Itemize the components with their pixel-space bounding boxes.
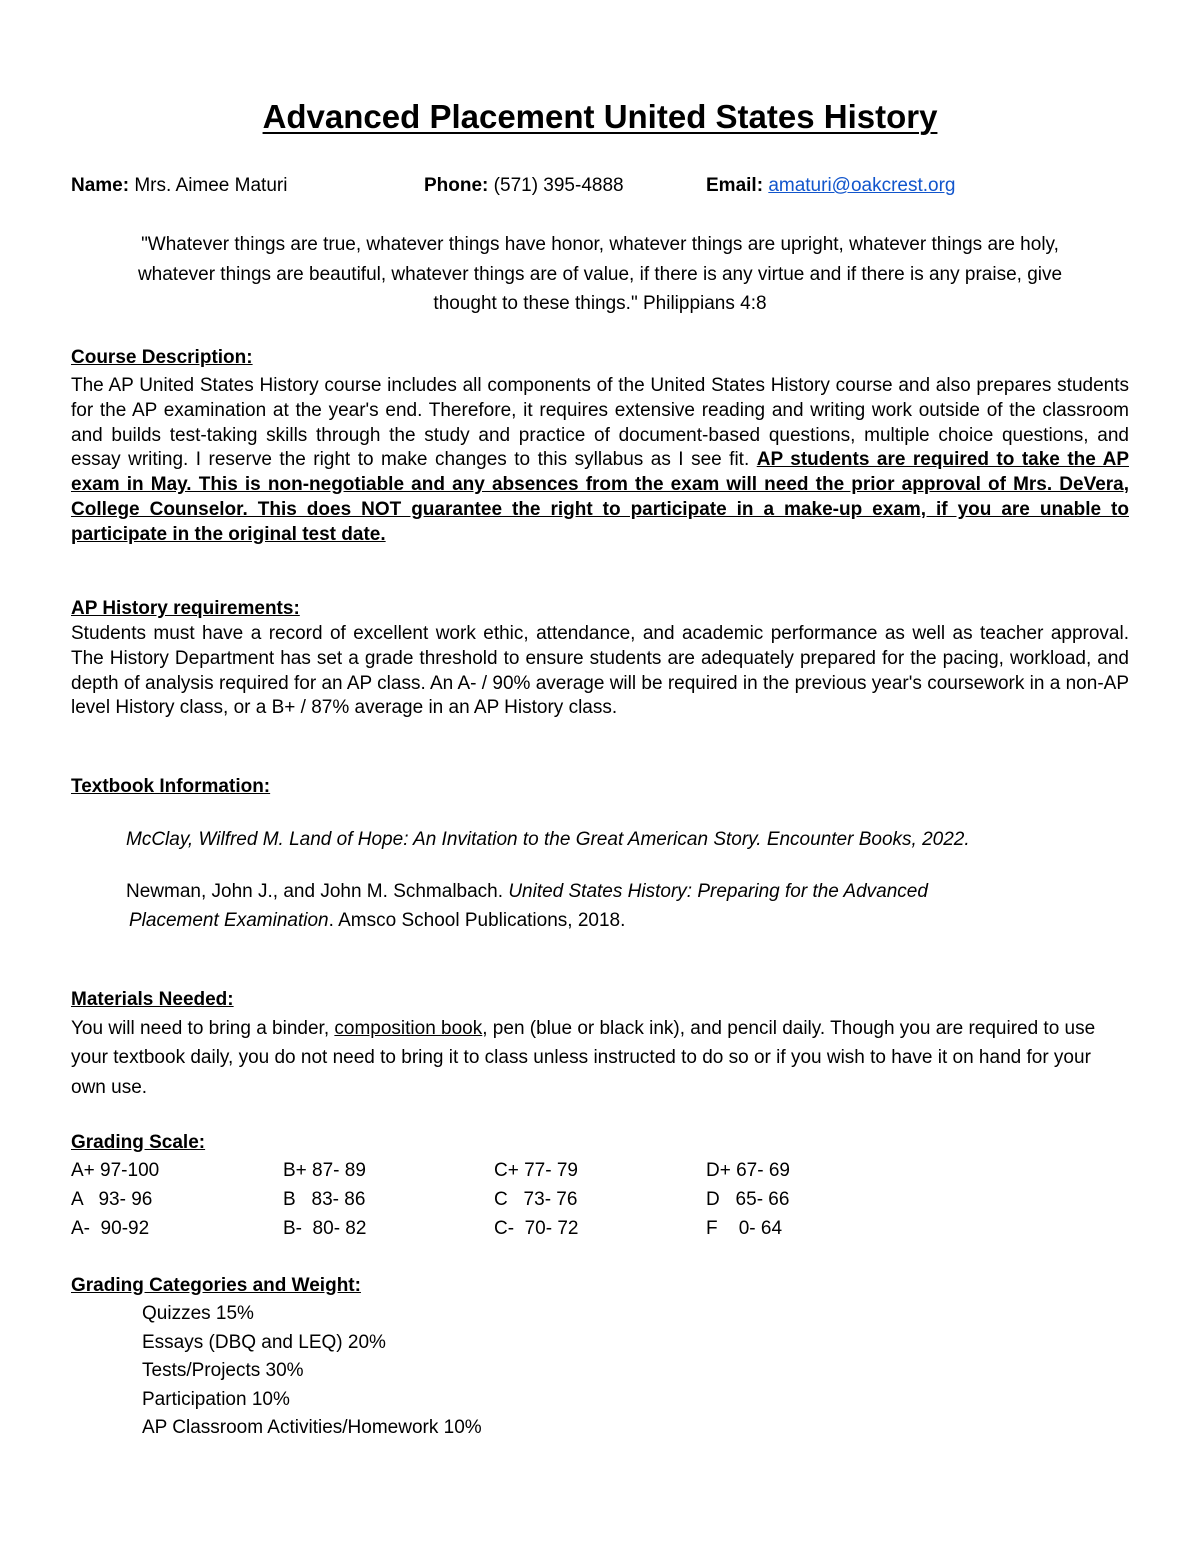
grade-d: D 65- 66 — [706, 1189, 790, 1210]
grade-a-plus: A+ 97-100 — [71, 1160, 160, 1181]
grade-b: B 83- 86 — [283, 1189, 366, 1210]
book2-publisher: . Amsco School Publications, 2018. — [328, 909, 626, 931]
contact-email — [706, 175, 956, 197]
textbook-heading: Textbook Information: — [71, 776, 271, 797]
category-item: Participation 10% — [142, 1389, 290, 1410]
contact-name — [71, 175, 287, 197]
book2-title-a: United States History: Preparing for the Advanced — [508, 881, 928, 902]
requirements-heading: AP History requirements: — [71, 598, 300, 619]
name-value: Mrs. Aimee Maturi — [129, 175, 288, 196]
grade-b-plus: B+ 87- 89 — [283, 1160, 366, 1181]
course-description-heading: Course Description: — [71, 347, 253, 368]
requirements-text: Students must have a record of excellent work ethic, attendance, and academic performance as well as teacher approval. The History Department has set a grade threshold to ensure students are adequately prepared for the pacing, workload, and depth of analysis required for an AP class. An A- / 90% average will be required in the previous year's coursework in a non-AP level History class, or a B+ / 87% average in an AP History class. — [71, 623, 1129, 719]
scripture-quote — [66, 230, 1134, 319]
materials-heading: Materials Needed: — [71, 989, 234, 1010]
book2-title-b: Placement Examination — [129, 909, 329, 931]
name-label: Name: — [71, 175, 130, 196]
category-item: Quizzes 15% — [142, 1303, 254, 1324]
page-title: Advanced Placement United States History — [262, 98, 938, 135]
course-description-text — [71, 374, 1129, 548]
grading-categories-heading: Grading Categories and Weight: — [71, 1275, 361, 1296]
composition-book-link[interactable]: composition book — [334, 1018, 483, 1039]
book2-authors: Newman, John J., and John M. Schmalbach. — [126, 881, 509, 902]
materials-text-b: , pen (blue or black ink), and pencil daily. Though you are required to use your textbook daily, you do not need to bring it to class unless instructed to do so or if you wish to have it on hand for your own use. — [71, 1018, 1096, 1098]
grade-d-plus: D+ 67- 69 — [706, 1160, 790, 1181]
materials-text-a: You will need to bring a binder, — [71, 1018, 335, 1039]
phone-label: Phone: — [424, 175, 489, 196]
email-link[interactable]: amaturi@oakcrest.org — [768, 175, 956, 196]
textbook-citation-1: McClay, Wilfred M. Land of Hope: An Invitation to the Great American Story. Encounter Books, 2022. — [126, 829, 970, 850]
grade-b-minus: B- 80- 82 — [283, 1218, 367, 1239]
grade-a-minus: A- 90-92 — [71, 1218, 150, 1239]
category-item: Tests/Projects 30% — [142, 1360, 304, 1381]
phone-value: (571) 395-4888 — [488, 175, 624, 196]
course-description-body: The AP United States History course includes all components of the United States History course and also prepares students for the AP examination at the year's end. Therefore, it requires extensive reading and writing work outside of the classroom and builds test-taking skills through the study and practice of document-based questions, multiple choice questions, and essay writing. I reserve the right to make changes to this syllabus as I see fit. — [71, 375, 1129, 471]
category-item: Essays (DBQ and LEQ) 20% — [142, 1332, 386, 1353]
grade-c-plus: C+ 77- 79 — [494, 1160, 578, 1181]
ap-exam-requirement: AP students are required to take the AP exam in May. This is non-negotiable and any absences from the exam will need the prior approval of Mrs. DeVera, College Counselor. This does NOT guarantee the right to participate in a make-up exam, if you are unable to participate in the original test date. — [71, 449, 1129, 545]
grade-c-minus: C- 70- 72 — [494, 1218, 579, 1239]
grade-f: F 0- 64 — [706, 1218, 783, 1239]
materials-text — [71, 1014, 1131, 1102]
email-label: Email: — [706, 175, 764, 196]
category-item: AP Classroom Activities/Homework 10% — [142, 1417, 482, 1438]
contact-phone — [424, 175, 624, 197]
textbook-citation-2 — [126, 878, 928, 935]
grade-a: A 93- 96 — [71, 1189, 153, 1210]
quote-line-1: "Whatever things are true, whatever things have honor, whatever things are upright, whatever things are holy, — [141, 234, 1059, 255]
quote-line-2: whatever things are beautiful, whatever things are of value, if there is any virtue and if there is any praise, give — [137, 263, 1063, 285]
grading-scale-heading: Grading Scale: — [71, 1132, 206, 1153]
grade-c: C 73- 76 — [494, 1189, 578, 1210]
quote-line-3: thought to these things." Philippians 4:8 — [433, 293, 767, 314]
